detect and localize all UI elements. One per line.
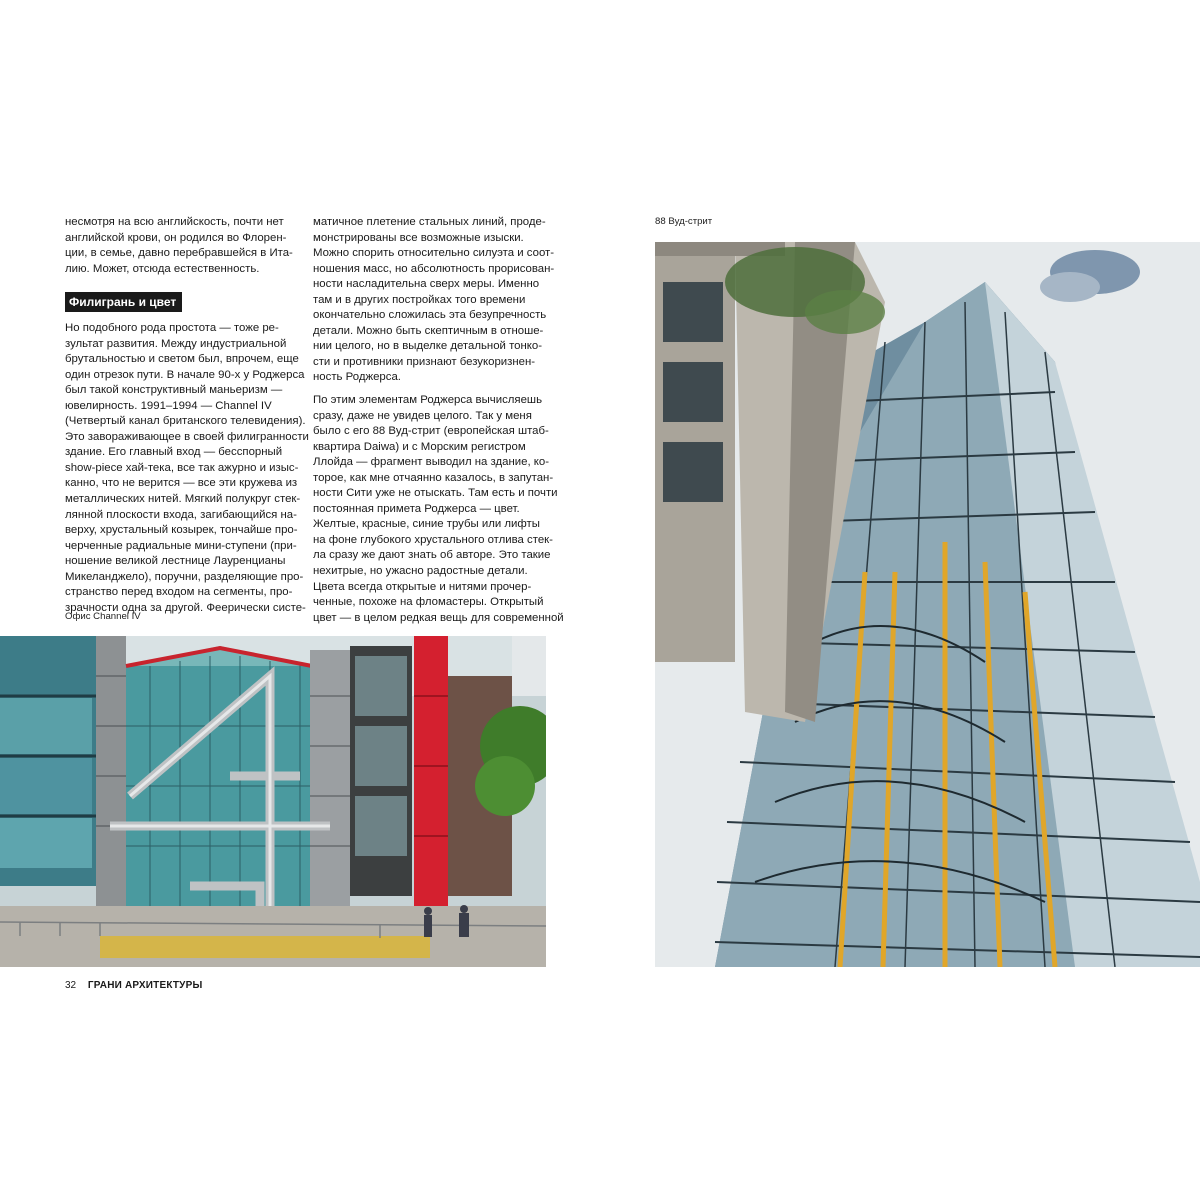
text-line: Это завораживающее в своей филигранности	[65, 430, 309, 443]
text-line: сти и противники признают безукоризнен-	[313, 355, 536, 368]
text-line: черченные радиальные мини-ступени (при-	[65, 539, 297, 552]
text-line: окончательно сложилась эта безупречность	[313, 309, 547, 322]
text-line: здание. Его главный вход — бесспорный	[65, 446, 283, 459]
text-line: там и в других постройках того времени	[313, 293, 526, 306]
column-2	[313, 215, 564, 626]
text-line: один отрезок пути. В начале 90-х у Роджерса	[65, 368, 305, 381]
text-line: был такой конструктивный маньеризм —	[65, 384, 283, 397]
text-line: было с его 88 Вуд-стрит (европейская штаб-	[313, 425, 549, 438]
paragraph	[65, 215, 297, 277]
text-line: show-piece хай-тека, все так ажурно и изыс-	[65, 461, 299, 474]
text-line: зрачности одна за другой. Феерически систе-	[65, 601, 306, 614]
text-line: ювелирность. 1991–1994 — Channel IV	[65, 399, 272, 412]
text-line: странство перед входом на сегменты, про-	[65, 586, 293, 599]
text-line: торое, как мне отчаянно казалось, в запутан-	[313, 471, 554, 484]
text-line: Цвета всегда открытые и нитями прочер-	[313, 580, 532, 593]
text-line: брутальностью и светом был, впрочем, еще	[65, 353, 299, 366]
text-line: (Четвертый канал британского телевидения).	[65, 415, 306, 428]
text-line: несмотря на всю английскость, почти нет	[65, 216, 284, 228]
section-heading: Филигрань и цвет	[65, 292, 182, 312]
text-line: Ллойда — фрагмент выводил на здание, ко-	[313, 456, 550, 469]
text-line: По этим элементам Роджерса вычисляешь	[313, 394, 543, 407]
paragraph	[65, 321, 309, 616]
text-line: ность Роджерса.	[313, 371, 401, 384]
text-line: лию. Может, отсюда естественность.	[65, 262, 260, 275]
text-line: ла сразу же дают знать об авторе. Это такие	[313, 549, 551, 562]
text-line: квартира Daiwa) и с Морским регистром	[313, 440, 526, 453]
paragraph	[313, 215, 555, 386]
text-line: зультат развития. Между индустриальной	[65, 337, 287, 350]
running-title: ГРАНИ АРХИТЕКТУРЫ	[87, 980, 203, 991]
text-line: канно, что не верится — все эти кружева из	[65, 477, 298, 490]
text-line: лянной плоскости входа, загибающийся на-	[65, 508, 297, 521]
photo-caption-channel-iv: Офис Channel IV	[65, 611, 141, 622]
paragraph	[313, 393, 564, 626]
text-line: ции, в семье, давно перебравшейся в Ита-	[65, 247, 293, 260]
channel-iv-photo	[0, 636, 546, 967]
text-line: монстрированы все возможные изыски.	[313, 231, 524, 244]
text-line: сразу, даже не увидев целого. Так у меня	[313, 409, 532, 422]
column-1-intro	[65, 215, 297, 277]
page-footer	[65, 980, 202, 991]
text-line: ношение великой лестнице Лауренцианы	[65, 555, 286, 568]
text-line: английской крови, он родился во Флорен-	[65, 231, 287, 244]
text-line: ности насладительна сверх меры. Именно	[313, 278, 540, 291]
photo-caption-wood-street: 88 Вуд-стрит	[655, 216, 713, 227]
column-1-body	[65, 321, 309, 616]
text-line: Можно спорить относительно силуэта и соот-	[313, 247, 555, 260]
text-line: Но подобного рода простота — тоже ре-	[65, 322, 279, 334]
text-line: Желтые, красные, синие трубы или лифты	[313, 518, 540, 531]
text-line: нии целого, но в выделке детальной тонко-	[313, 340, 543, 353]
text-line: нехитрые, но ужасно радостные детали.	[313, 565, 528, 578]
text-line: Микеланджело), поручни, разделяющие про-	[65, 570, 304, 583]
text-line: цвет — в целом редкая вещь для современной	[313, 611, 564, 624]
text-line: постоянная примета Роджерса — цвет.	[313, 502, 520, 515]
page-number: 32	[65, 980, 77, 991]
text-line: ношения масс, но абсолютность прорисован-	[313, 262, 555, 275]
text-line: детали. Можно быть скептичным в отноше-	[313, 324, 544, 337]
text-line: на фоне глубокого хрустального отлива стек-	[313, 533, 553, 546]
text-line: металлических нитей. Мягкий полукруг стек-	[65, 493, 301, 506]
text-line: матичное плетение стальных линий, проде-	[313, 216, 546, 228]
wood-street-photo	[655, 242, 1200, 967]
text-line: ченные, похоже на фломастеры. Открытый	[313, 596, 544, 609]
text-line: ности Сити уже не отыскать. Там есть и почти	[313, 487, 558, 500]
text-line: верху, хрустальный козырек, тончайше про-	[65, 524, 298, 537]
